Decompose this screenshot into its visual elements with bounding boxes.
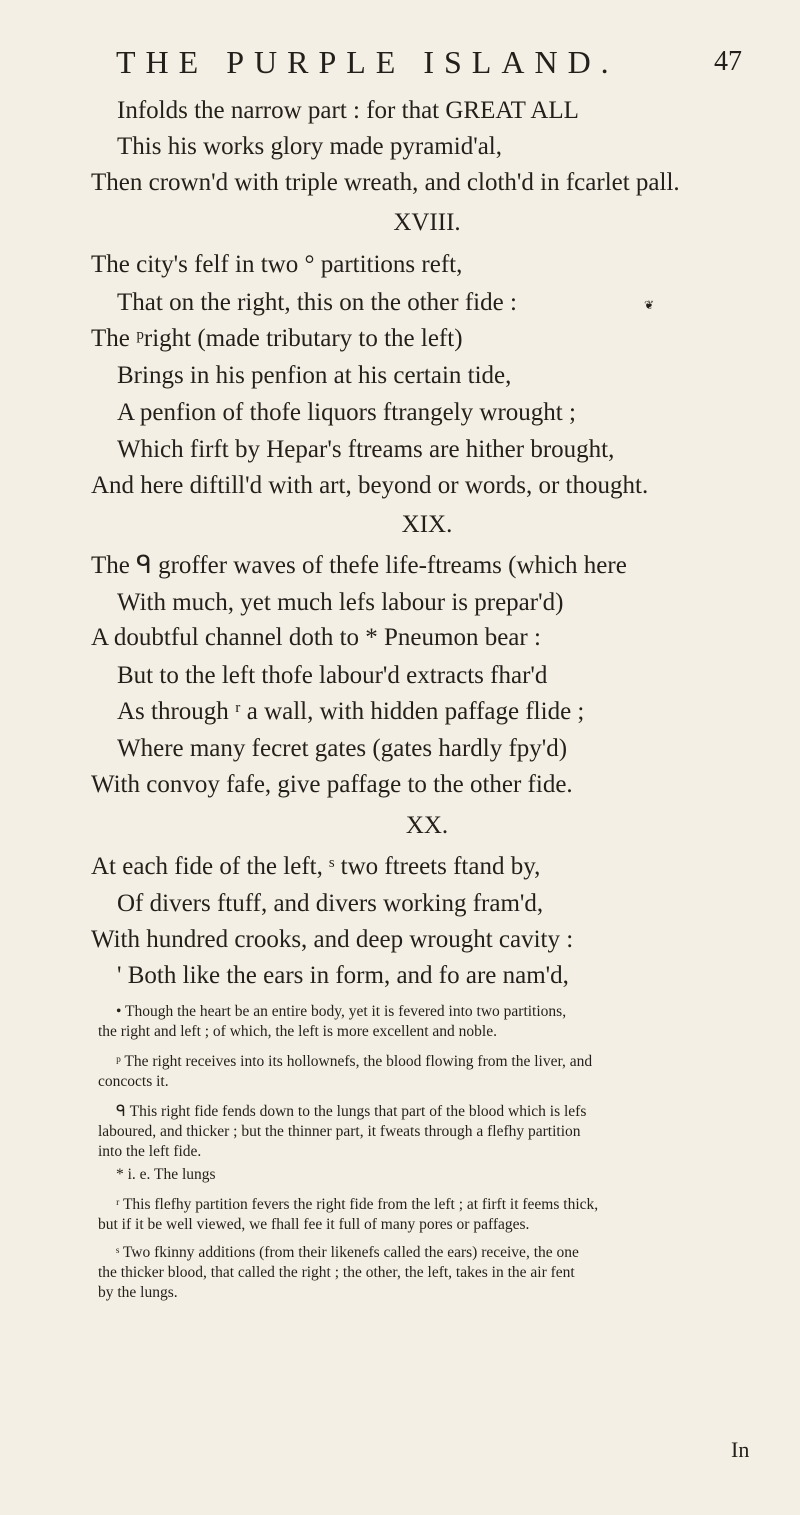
footnote-line: by the lungs. — [98, 1284, 178, 1301]
running-head: THE PURPLE ISLAND. — [116, 44, 619, 80]
verse-line: A doubtful channel doth to * Pneumon bear : — [91, 624, 541, 651]
stanza-numeral: XVIII. — [393, 209, 461, 236]
footnote-line: the thicker blood, that called the right ; the other, the left, takes in the air fent — [98, 1264, 575, 1281]
verse-line: Brings in his penfion at his certain tide, — [117, 362, 512, 389]
verse-line: The ᵖright (made tributary to the left) — [91, 325, 463, 352]
ornament-icon: ❦ — [644, 298, 655, 312]
footnote-line: ˢ Two fkinny additions (from their likenefs called the ears) receive, the one — [116, 1244, 579, 1261]
verse-line: ' Both like the ears in form, and fo are nam'd, — [117, 962, 569, 989]
verse-line: This his works glory made pyramid'al, — [117, 133, 502, 160]
page-number: 47 — [714, 46, 742, 77]
verse-line: Where many fecret gates (gates hardly fpy'd) — [117, 735, 568, 762]
footnote-line: the right and left ; of which, the left is more excellent and noble. — [98, 1023, 497, 1040]
verse-line: Of divers ftuff, and divers working fram'd, — [117, 890, 544, 917]
footnote-line: into the left fide. — [98, 1143, 202, 1160]
verse-line: With much, yet much lefs labour is prepar'd) — [117, 589, 564, 616]
footnote-line: ʳ This flefhy partition fevers the right fide from the left ; at firft it feems thick, — [116, 1196, 599, 1213]
footnote-line: ᑫ This right fide fends down to the lungs that part of the blood which is lefs — [116, 1103, 587, 1120]
footnote-line: but if it be well viewed, we fhall fee it full of many pores or paffages. — [98, 1216, 530, 1233]
footnote-line: * i. e. The lungs — [116, 1166, 216, 1183]
verse-line: As through ʳ a wall, with hidden paffage flide ; — [117, 698, 585, 725]
footnote-line: laboured, and thicker ; but the thinner part, it fweats through a flefhy partition — [98, 1123, 581, 1140]
verse-line: But to the left thofe labour'd extracts fhar'd — [117, 662, 548, 689]
stanza-numeral: XX. — [405, 812, 449, 839]
verse-line: A penfion of thofe liquors ftrangely wrought ; — [117, 399, 576, 426]
verse-line: The ᑫ groffer waves of thefe life-ftreams (which here — [91, 552, 627, 579]
catchword: In — [731, 1437, 750, 1462]
verse-line: Infolds the narrow part : for that GREAT ALL — [117, 97, 579, 124]
verse-line: The city's felf in two ° partitions reft, — [91, 251, 463, 278]
verse-line: That on the right, this on the other fide : — [117, 289, 517, 316]
verse-line: And here diftill'd with art, beyond or words, or thought. — [91, 472, 649, 499]
verse-line: Which firft by Hepar's ftreams are hither brought, — [117, 436, 615, 463]
footnote-line: • Though the heart be an entire body, yet it is fevered into two partitions, — [116, 1003, 567, 1020]
verse-line: With convoy fafe, give paffage to the other fide. — [91, 771, 573, 798]
footnote-line: concocts it. — [98, 1073, 169, 1090]
verse-line: At each fide of the left, ˢ two ftreets ftand by, — [91, 853, 541, 880]
verse-line: Then crown'd with triple wreath, and cloth'd in fcarlet pall. — [91, 169, 680, 196]
verse-line: With hundred crooks, and deep wrought cavity : — [91, 926, 574, 953]
stanza-numeral: XIX. — [401, 511, 453, 538]
footnote-line: ᵖ The right receives into its hollownefs, the blood flowing from the liver, and — [116, 1053, 593, 1070]
